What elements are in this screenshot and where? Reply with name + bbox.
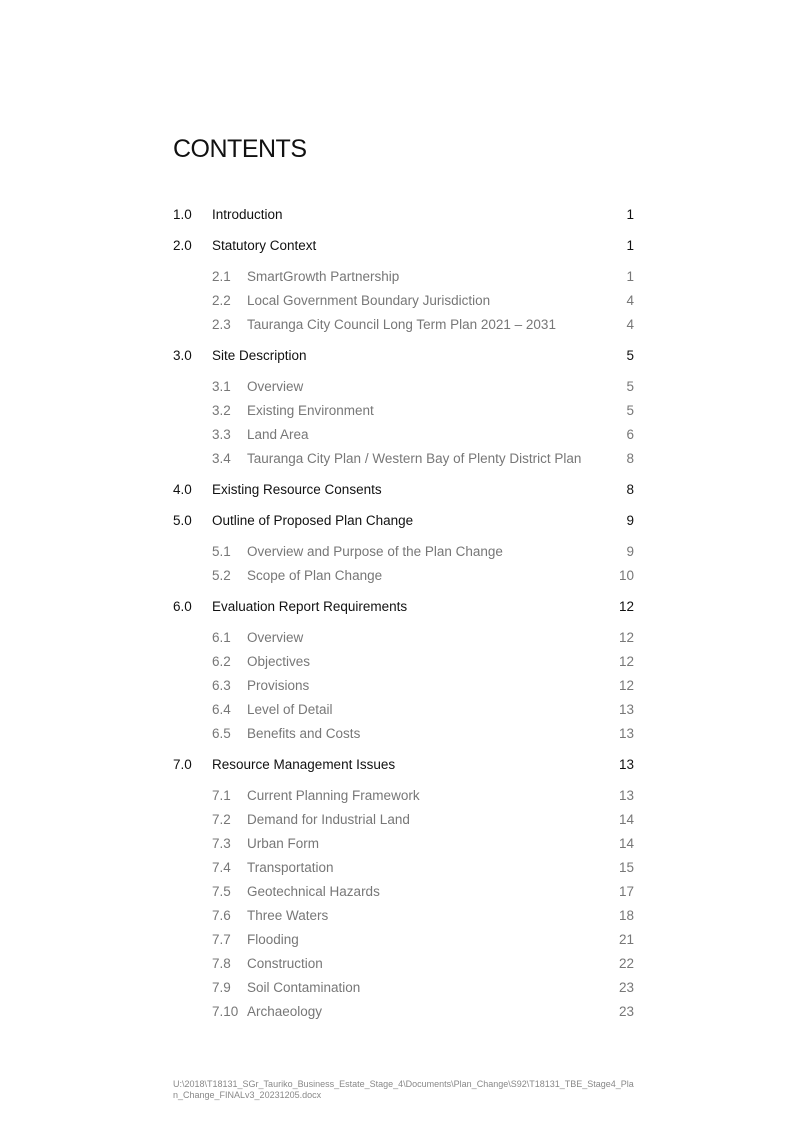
- toc-entry-number: 7.9: [212, 980, 231, 995]
- toc-entry-title: Flooding: [247, 932, 299, 947]
- toc-entry-title: Existing Environment: [247, 403, 374, 418]
- toc-entry-number: 5.1: [212, 544, 231, 559]
- toc-entry-number: 7.7: [212, 932, 231, 947]
- toc-entry-title: Scope of Plan Change: [247, 568, 383, 583]
- toc-entry-title: Site Description: [212, 348, 307, 363]
- toc-entry-title: Provisions: [247, 678, 310, 693]
- toc-entry-page-number: 15: [618, 860, 634, 875]
- toc-entry-page-number: 13: [618, 702, 634, 717]
- toc-entry-title: Transportation: [247, 860, 334, 875]
- toc-section-entry[interactable]: [173, 509, 634, 533]
- toc-entry-page-number: 12: [618, 654, 634, 669]
- toc-subsection-entry[interactable]: [173, 626, 634, 650]
- toc-subsection-entry[interactable]: [173, 832, 634, 856]
- toc-subsection-entry[interactable]: [173, 375, 634, 399]
- toc-subsection-entry[interactable]: [173, 856, 634, 880]
- toc-subsection-entry[interactable]: [173, 976, 634, 1000]
- toc-entry-page-number: 21: [618, 932, 634, 947]
- toc-entry-title: Evaluation Report Requirements: [212, 599, 408, 614]
- toc-subsection-entry[interactable]: [173, 650, 634, 674]
- toc-section-entry[interactable]: [173, 595, 634, 619]
- toc-entry-page-number: 18: [618, 908, 634, 923]
- toc-entry-title: Objectives: [247, 654, 311, 669]
- toc-entry-number: 3.2: [212, 403, 231, 418]
- toc-entry-number: 3.3: [212, 427, 231, 442]
- toc-entry-title: Tauranga City Plan / Western Bay of Plenty District Plan: [247, 451, 582, 466]
- toc-entry-number: 6.2: [212, 654, 231, 669]
- toc-entry-title: Introduction: [212, 207, 283, 222]
- toc-entry-page-number: 4: [626, 293, 634, 308]
- toc-entry-number: 7.3: [212, 836, 231, 851]
- toc-entry-page-number: 14: [618, 812, 634, 827]
- toc-entry-title: Benefits and Costs: [247, 726, 361, 741]
- toc-entry-number: 6.5: [212, 726, 231, 741]
- toc-entry-title: Resource Management Issues: [212, 757, 396, 772]
- toc-entry-number: 2.1: [212, 269, 231, 284]
- toc-section-entry[interactable]: [173, 753, 634, 777]
- toc-entry-number: 6.4: [212, 702, 231, 717]
- toc-entry-number: 2.2: [212, 293, 231, 308]
- toc-section-entry[interactable]: [173, 203, 634, 227]
- toc-entry-title: Geotechnical Hazards: [247, 884, 380, 899]
- toc-entry-number: 2.3: [212, 317, 231, 332]
- toc-entry-page-number: 8: [626, 451, 634, 466]
- toc-entry-title: Soil Contamination: [247, 980, 361, 995]
- toc-subsection-entry[interactable]: [173, 399, 634, 423]
- toc-subsection-entry[interactable]: [173, 904, 634, 928]
- toc-subsection-entry[interactable]: [173, 952, 634, 976]
- toc-entry-page-number: 5: [626, 379, 634, 394]
- toc-entry-page-number: 5: [626, 348, 634, 363]
- toc-entry-page-number: 22: [618, 956, 634, 971]
- toc-entry-page-number: 23: [618, 980, 634, 995]
- toc-entry-page-number: 12: [618, 599, 634, 614]
- toc-entry-number: 7.8: [212, 956, 231, 971]
- toc-entry-page-number: 9: [626, 544, 634, 559]
- toc-entry-number: 2.0: [173, 238, 192, 253]
- toc-section-entry[interactable]: [173, 234, 634, 258]
- toc-entry-number: 7.10: [212, 1004, 239, 1019]
- toc-entry-title: Three Waters: [247, 908, 329, 923]
- toc-entry-title: Statutory Context: [212, 238, 317, 253]
- toc-subsection-entry[interactable]: [173, 674, 634, 698]
- toc-subsection-entry[interactable]: [173, 808, 634, 832]
- toc-entry-page-number: 13: [618, 757, 634, 772]
- toc-entry-title: Demand for Industrial Land: [247, 812, 410, 827]
- toc-entry-number: 3.4: [212, 451, 231, 466]
- toc-subsection-entry[interactable]: [173, 423, 634, 447]
- toc-entry-title: Local Government Boundary Jurisdiction: [247, 293, 491, 308]
- toc-entry-title: Existing Resource Consents: [212, 482, 382, 497]
- toc-entry-page-number: 6: [626, 427, 634, 442]
- toc-entry-title: Archaeology: [247, 1004, 323, 1019]
- toc-entry-title: Current Planning Framework: [247, 788, 420, 803]
- toc-entry-page-number: 12: [618, 630, 634, 645]
- toc-subsection-entry[interactable]: [173, 698, 634, 722]
- toc-subsection-entry[interactable]: [173, 540, 634, 564]
- toc-entry-number: 6.1: [212, 630, 231, 645]
- toc-entry-title: Tauranga City Council Long Term Plan 2021 – 2031: [247, 317, 556, 332]
- toc-entry-number: 7.6: [212, 908, 231, 923]
- toc-entry-page-number: 5: [626, 403, 634, 418]
- toc-entry-number: 7.5: [212, 884, 231, 899]
- toc-entry-number: 7.0: [173, 757, 192, 772]
- toc-entry-title: Urban Form: [247, 836, 320, 851]
- toc-subsection-entry[interactable]: [173, 265, 634, 289]
- toc-subsection-entry[interactable]: [173, 784, 634, 808]
- toc-entry-page-number: 17: [618, 884, 634, 899]
- toc-subsection-entry[interactable]: [173, 289, 634, 313]
- toc-entry-page-number: 1: [626, 238, 634, 253]
- toc-entry-title: Construction: [247, 956, 323, 971]
- toc-section-entry[interactable]: [173, 344, 634, 368]
- toc-entry-number: 5.0: [173, 513, 192, 528]
- toc-entry-page-number: 1: [626, 269, 634, 284]
- toc-entry-page-number: 13: [618, 788, 634, 803]
- toc-entry-title: Overview: [247, 630, 304, 645]
- toc-entry-page-number: 12: [618, 678, 634, 693]
- toc-entry-page-number: 13: [618, 726, 634, 741]
- toc-subsection-entry[interactable]: [173, 880, 634, 904]
- toc-entry-number: 4.0: [173, 482, 192, 497]
- toc-subsection-entry[interactable]: [173, 722, 634, 746]
- toc-entry-number: 6.3: [212, 678, 231, 693]
- page-title: CONTENTS: [173, 135, 307, 163]
- footer-file-path: U:\2018\T18131_SGr_Tauriko_Business_Estate_Stage_4\Documents\Plan_Change\S92\T18131_TBE_Stage4_Plan_Change_FINALv3_20231205.docx: [173, 1079, 634, 1100]
- toc-entry-title: Overview: [247, 379, 304, 394]
- toc-section-entry[interactable]: [173, 478, 634, 502]
- toc-entry-number: 7.4: [212, 860, 231, 875]
- toc-entry-number: 3.1: [212, 379, 231, 394]
- toc-entry-number: 7.2: [212, 812, 231, 827]
- toc-entry-page-number: 23: [618, 1004, 634, 1019]
- toc-entry-page-number: 14: [618, 836, 634, 851]
- toc-entry-number: 1.0: [173, 207, 192, 222]
- toc-subsection-entry[interactable]: [173, 313, 634, 337]
- toc-entry-number: 3.0: [173, 348, 192, 363]
- toc-entry-title: SmartGrowth Partnership: [247, 269, 400, 284]
- table-of-contents: [173, 203, 634, 1024]
- toc-subsection-entry[interactable]: [173, 928, 634, 952]
- toc-subsection-entry[interactable]: [173, 564, 634, 588]
- toc-entry-page-number: 1: [626, 207, 634, 222]
- toc-entry-page-number: 4: [626, 317, 634, 332]
- toc-entry-page-number: 9: [626, 513, 634, 528]
- toc-subsection-entry[interactable]: [173, 447, 634, 471]
- toc-entry-page-number: 8: [626, 482, 634, 497]
- toc-entry-number: 5.2: [212, 568, 231, 583]
- toc-entry-title: Land Area: [247, 427, 309, 442]
- toc-entry-page-number: 10: [618, 568, 634, 583]
- toc-entry-title: Outline of Proposed Plan Change: [212, 513, 414, 528]
- toc-entry-number: 7.1: [212, 788, 231, 803]
- toc-entry-title: Overview and Purpose of the Plan Change: [247, 544, 503, 559]
- toc-entry-title: Level of Detail: [247, 702, 333, 717]
- toc-subsection-entry[interactable]: [173, 1000, 634, 1024]
- toc-entry-number: 6.0: [173, 599, 192, 614]
